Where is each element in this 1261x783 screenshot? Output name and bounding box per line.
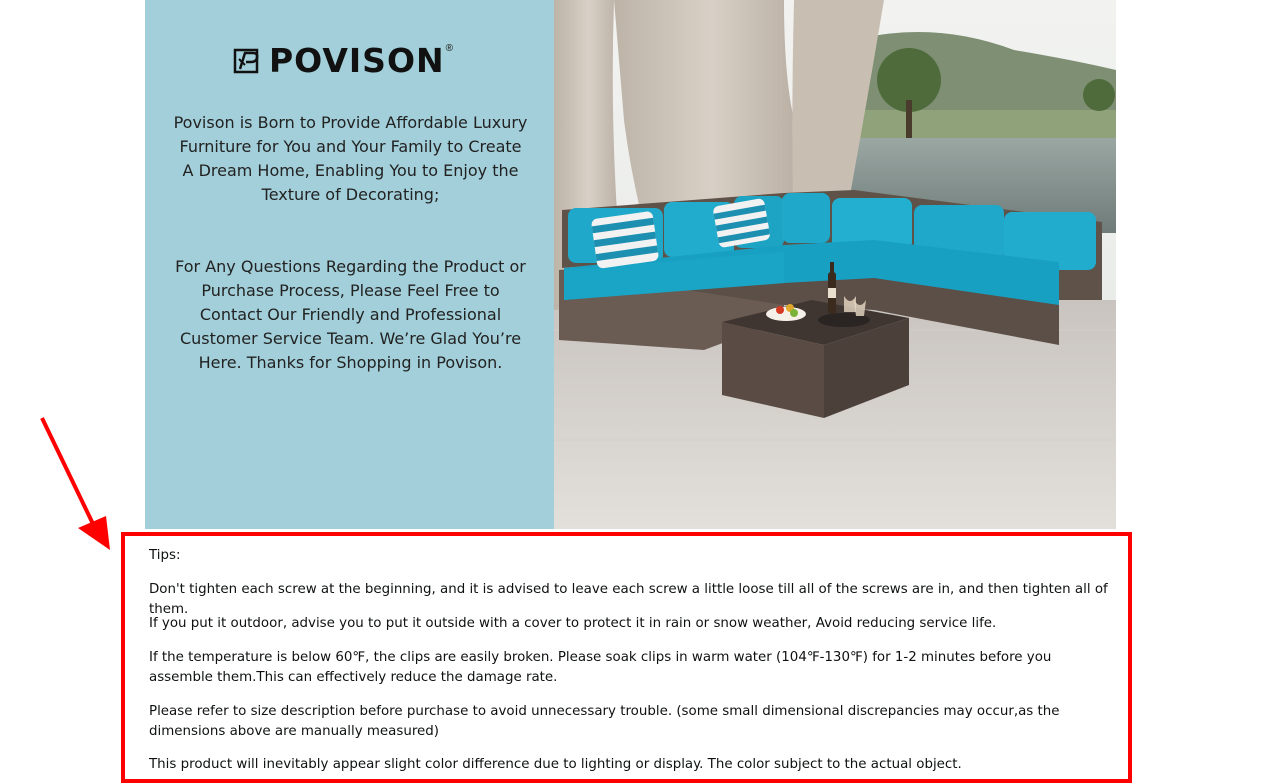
- tip-item: Please refer to size description before purchase to avoid unnecessary trouble. (some small dimensional discrepancies may occur,as the dimensions above are manually measured): [149, 704, 1060, 739]
- registered-mark: ®: [445, 42, 453, 54]
- tips-heading: Tips:: [149, 548, 181, 563]
- tip-item: Don't tighten each screw at the beginning, and it is advised to leave each screw a little loose till all of the screws are in, and then tighten all of them.: [149, 582, 1108, 617]
- tip-item: If you put it outdoor, advise you to put it outside with a cover to protect it in rain or snow weather, Avoid reducing service life.: [149, 616, 997, 631]
- tip-item: This product will inevitably appear slight color difference due to lighting or display. The color subject to the actual object.: [149, 757, 962, 772]
- red-arrow-icon: [38, 414, 114, 554]
- brand-name: POVISON: [269, 40, 445, 80]
- brand-banner: [145, 0, 1116, 529]
- povison-logo-icon: [233, 45, 263, 75]
- product-photo: [554, 0, 1116, 529]
- brand-panel: [145, 0, 554, 529]
- brand-intro-paragraph: Povison is Born to Provide Affordable Luxury Furniture for You and Your Family to Create A Dream Home, Enabling You to Enjoy the Texture of Decorating;: [173, 113, 528, 204]
- tips-highlight-box: [121, 532, 1132, 783]
- brand-contact-paragraph: For Any Questions Regarding the Product or Purchase Process, Please Feel Free to Contact Our Friendly and Professional Customer Service Team. We’re Glad You’re Here. Thanks for Shopping in Povison.: [175, 257, 526, 372]
- tip-item: If the temperature is below 60℉, the clips are easily broken. Please soak clips in warm water (104℉-130℉) for 1-2 minutes before you assemble them.This can effectively reduce the damage rate.: [149, 650, 1052, 685]
- brand-logo: [233, 40, 453, 80]
